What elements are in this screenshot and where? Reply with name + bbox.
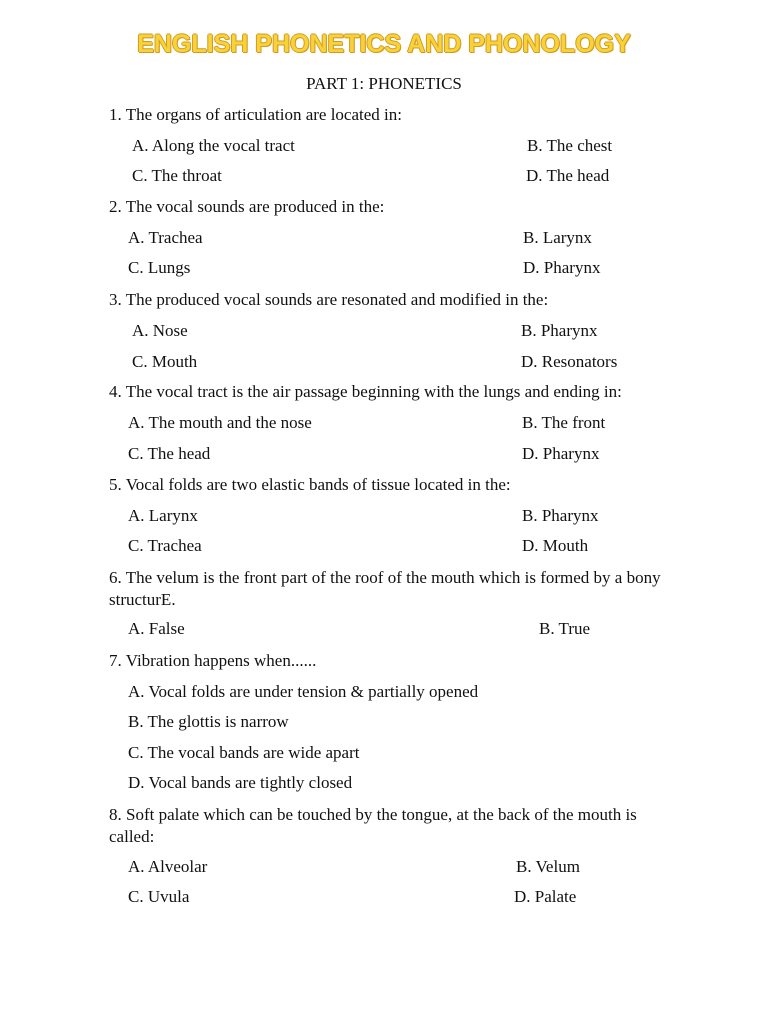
option-a: A. The mouth and the nose: [128, 413, 312, 432]
question-text: 3. The produced vocal sounds are resonated and modified in the:: [109, 290, 549, 309]
question-text: 7. Vibration happens when......: [109, 651, 317, 670]
option-a: A. Alveolar: [128, 857, 208, 876]
option-b: B. Pharynx: [521, 321, 598, 340]
option-d: D. Pharynx: [523, 258, 601, 277]
option-b: B. The chest: [527, 136, 613, 155]
option-d: D. Pharynx: [522, 444, 600, 463]
option-a: A. Larynx: [128, 506, 198, 525]
document-title: ENGLISH PHONETICS AND PHONOLOGY: [137, 30, 631, 58]
option-c: C. Lungs: [128, 258, 191, 277]
option-b: B. The glottis is narrow: [128, 712, 289, 731]
question-text: 8. Soft palate which can be touched by the tongue, at the back of the mouth is called:: [109, 805, 637, 846]
option-c: C. The head: [128, 444, 211, 463]
option-a: A. Trachea: [128, 228, 203, 247]
option-c: C. The throat: [132, 166, 222, 185]
option-a: A. Nose: [132, 321, 188, 340]
option-b: B. Pharynx: [522, 506, 599, 525]
option-b: B. True: [539, 619, 591, 638]
option-a: A. Vocal folds are under tension & partially opened: [128, 682, 479, 701]
question-text: 1. The organs of articulation are located in:: [109, 105, 402, 124]
option-d: D. Resonators: [521, 352, 618, 371]
option-c: C. Mouth: [132, 352, 198, 371]
question-text: 2. The vocal sounds are produced in the:: [109, 197, 385, 216]
question-text: 6. The velum is the front part of the roof of the mouth which is formed by a bony structurE.: [109, 568, 661, 609]
option-c: C. Trachea: [128, 536, 202, 555]
option-a: A. Along the vocal tract: [132, 136, 295, 155]
option-d: D. Vocal bands are tightly closed: [128, 773, 353, 792]
option-d: D. The head: [526, 166, 610, 185]
option-c: C. The vocal bands are wide apart: [128, 743, 360, 762]
option-a: A. False: [128, 619, 185, 638]
option-b: B. Larynx: [523, 228, 592, 247]
option-c: C. Uvula: [128, 887, 190, 906]
option-d: D. Palate: [514, 887, 577, 906]
option-d: D. Mouth: [522, 536, 589, 555]
part-heading: PART 1: PHONETICS: [306, 74, 462, 93]
option-b: B. The front: [522, 413, 606, 432]
question-text: 4. The vocal tract is the air passage beginning with the lungs and ending in:: [109, 382, 622, 401]
question-text: 5. Vocal folds are two elastic bands of tissue located in the:: [109, 475, 511, 494]
option-b: B. Velum: [516, 857, 580, 876]
